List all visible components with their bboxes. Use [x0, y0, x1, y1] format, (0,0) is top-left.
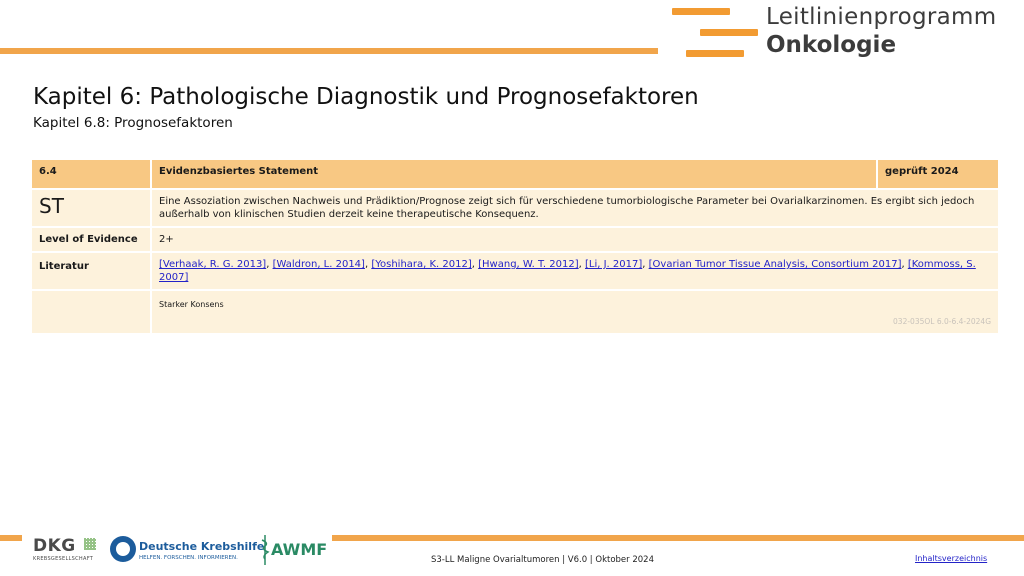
- statement-header-row: [31, 159, 999, 189]
- caduceus-icon: [260, 534, 270, 566]
- logo-text-line1: Leitlinienprogramm: [766, 4, 997, 30]
- literature-references: [Verhaak, R. G. 2013], [Waldron, L. 2014], [Yoshihara, K. 2012], [Hwang, W. T. 2012], [Li, J. 2017], [Ovarian Tumor Tissue Analysis, Consortium 2017], [Kommoss, S. 2007]: [151, 252, 999, 290]
- leitlinienprogramm-logo: [672, 6, 1012, 62]
- level-of-evidence-row: [31, 227, 999, 252]
- dkg-grid-icon: [84, 538, 96, 550]
- reference-link[interactable]: [Waldron, L. 2014]: [272, 259, 365, 270]
- krebshilfe-circle-icon: [110, 536, 136, 562]
- page-subtitle: Kapitel 6.8: Prognosefaktoren: [33, 115, 233, 131]
- statement-text: Eine Assoziation zwischen Nachweis und Prädiktion/Prognose zeigt sich für verschiedene tumorbiologische Parameter bei Ovarialkarzinomen. Es ergibt sich jedoch außerhalb von klinischen Studien derzeit keine therapeutische Konsequenz.: [151, 189, 999, 227]
- consensus-strength: Starker Konsens: [159, 300, 224, 309]
- logo-text-line2: Onkologie: [766, 32, 897, 58]
- dkg-logo-subtext: KREBSGESELLSCHAFT: [33, 556, 94, 562]
- footer-accent-bar-left: [0, 535, 22, 541]
- statement-reference-id: 032-035OL 6.0-6.4-2024G: [893, 317, 991, 326]
- loe-label: Level of Evidence: [31, 227, 151, 252]
- footer-accent-bar-right: [332, 535, 1024, 541]
- literature-row: [31, 252, 999, 290]
- consensus-empty-cell: [31, 290, 151, 334]
- krebshilfe-logo-text: Deutsche Krebshilfe: [139, 540, 265, 553]
- reference-link[interactable]: [Verhaak, R. G. 2013]: [159, 259, 267, 270]
- awmf-logo: [256, 534, 326, 568]
- statement-text-row: [31, 189, 999, 227]
- logo-bar-icon: [700, 29, 758, 36]
- statement-status: geprüft 2024: [877, 159, 999, 189]
- reference-link[interactable]: [Ovarian Tumor Tissue Analysis, Consortium 2017]: [648, 259, 902, 270]
- header-accent-bar: [0, 48, 658, 54]
- statement-number: 6.4: [31, 159, 151, 189]
- dkg-logo-text: DKG: [33, 536, 76, 556]
- footer-document-info: S3-LL Maligne Ovarialtumoren | V6.0 | Oktober 2024: [431, 555, 654, 565]
- reference-link[interactable]: [Li, J. 2017]: [585, 259, 643, 270]
- loe-value: 2+: [151, 227, 999, 252]
- logo-bar-icon: [672, 8, 730, 15]
- consensus-row: [31, 290, 999, 334]
- reference-link[interactable]: [Hwang, W. T. 2012]: [478, 259, 579, 270]
- statement-code: ST: [39, 194, 64, 218]
- page-title: Kapitel 6: Pathologische Diagnostik und Prognosefaktoren: [33, 84, 699, 110]
- reference-link[interactable]: [Yoshihara, K. 2012]: [371, 259, 472, 270]
- reference-link[interactable]: [Kommoss, S. 2007]: [159, 259, 976, 283]
- literature-label: Literatur: [31, 252, 151, 290]
- logo-bar-icon: [686, 50, 744, 57]
- krebshilfe-logo-subtext: HELFEN. FORSCHEN. INFORMIEREN.: [139, 555, 238, 561]
- statement-table: [30, 158, 1000, 335]
- awmf-logo-text: AWMF: [271, 540, 328, 559]
- dkg-logo: [33, 536, 99, 566]
- deutsche-krebshilfe-logo: [110, 536, 265, 566]
- statement-type: Evidenzbasiertes Statement: [151, 159, 877, 189]
- table-of-contents-link[interactable]: Inhaltsverzeichnis: [915, 554, 988, 563]
